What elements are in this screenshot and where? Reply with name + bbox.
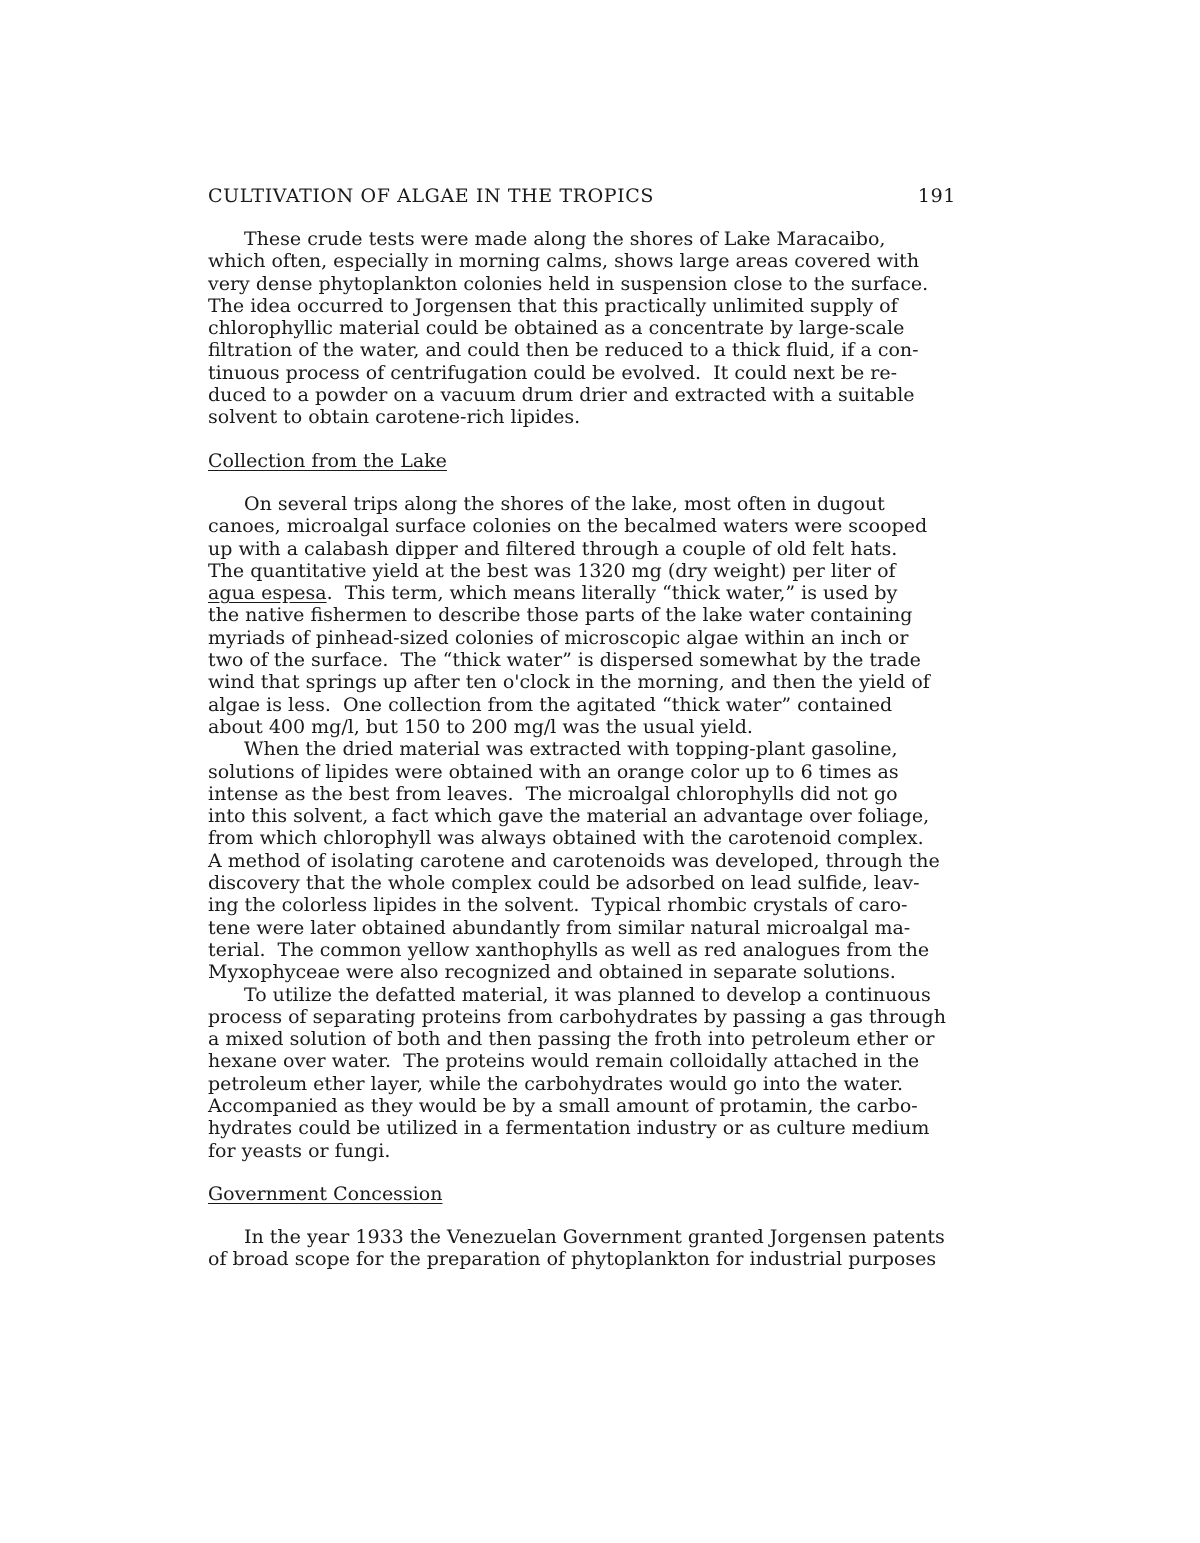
text-line: for yeasts or fungi. — [208, 1139, 391, 1162]
text-line: Myxophyceae were also recognized and obtained in separate solutions. — [208, 961, 896, 984]
underlined-term: agua espesa — [208, 582, 327, 605]
text-line: the native fishermen to describe those parts of the lake water containing — [208, 604, 913, 627]
text-line: When the dried material was extracted with topping-plant gasoline, — [244, 738, 898, 761]
text-line: solvent to obtain carotene-rich lipides. — [208, 406, 581, 429]
text-line: solutions of lipides were obtained with an orange color up to 6 times as — [208, 760, 899, 783]
document-page — [208, 184, 978, 1271]
text-line: In the year 1933 the Venezuelan Government granted Jorgensen patents — [244, 1226, 945, 1249]
text-line: a mixed solution of both and then passing the froth into petroleum ether or — [208, 1028, 935, 1051]
text-line: These crude tests were made along the shores of Lake Maracaibo, — [244, 228, 886, 250]
text-line: which often, especially in morning calms, shows large areas covered with — [208, 250, 920, 273]
text-line: The quantitative yield at the best was 1320 mg (dry weight) per liter of — [208, 559, 896, 582]
text-line: hexane over water. The proteins would remain colloidally attached in the — [208, 1050, 920, 1073]
text-line: duced to a powder on a vacuum drum drier and extracted with a suitable — [208, 384, 915, 407]
text-line: petroleum ether layer, while the carbohydrates would go into the water. — [208, 1072, 904, 1095]
text-line: filtration of the water, and could then be reduced to a thick fluid, if a con- — [208, 339, 919, 362]
text-line: up with a calabash dipper and filtered through a couple of old felt hats. — [208, 537, 898, 560]
text-line: from which chlorophyll was always obtained with the carotenoid complex. — [208, 827, 924, 850]
text-line: two of the surface. The “thick water” is dispersed somewhat by the trade — [208, 649, 921, 672]
text-line: process of separating proteins from carbohydrates by passing a gas through — [208, 1005, 946, 1028]
text-line: A method of isolating carotene and carotenoids was developed, through the — [208, 849, 940, 872]
section-heading-collection: Collection from the Lake — [208, 449, 447, 472]
text-line: tene were later obtained abundantly from similar natural microalgal ma- — [208, 916, 911, 939]
text-line: algae is less. One collection from the agitated “thick water” contained — [208, 693, 893, 716]
text-line — [208, 582, 978, 604]
text-line: terial. The common yellow xanthophylls as well as red analogues from the — [208, 938, 930, 961]
text-line: discovery that the whole complex could be adsorbed on lead sulfide, leav- — [208, 872, 920, 895]
paragraph-collection — [208, 493, 978, 738]
text-line: wind that springs up after ten o'clock in the morning, and then the yield of — [208, 671, 930, 694]
paragraph-intro — [208, 228, 978, 429]
text-line: intense as the best from leaves. The microalgal chlorophylls did not go — [208, 782, 898, 805]
paragraph-concession — [208, 1226, 978, 1271]
text-line: into this solvent, a fact which gave the material an advantage over foliage, — [208, 805, 930, 828]
text-line: tinuous process of centrifugation could be evolved. It could next be re- — [208, 361, 898, 384]
running-title: CULTIVATION OF ALGAE IN THE TROPICS — [208, 185, 654, 207]
text-line: chlorophyllic material could be obtained as a concentrate by large-scale — [208, 317, 905, 340]
text-line: hydrates could be utilized in a fermentation industry or as culture medium — [208, 1117, 930, 1140]
running-head — [208, 184, 978, 208]
paragraph-extraction — [208, 738, 978, 983]
text-line: The idea occurred to Jorgensen that this practically unlimited supply of — [208, 294, 898, 317]
text-line: myriads of pinhead-sized colonies of microscopic algae within an inch or — [208, 626, 909, 649]
text-line: about 400 mg/l, but 150 to 200 mg/l was the usual yield. — [208, 715, 753, 738]
text-line: Accompanied as they would be by a small amount of protamin, the carbo- — [208, 1094, 918, 1117]
text-line: very dense phytoplankton colonies held in suspension close to the surface. — [208, 272, 929, 295]
text-line: ing the colorless lipides in the solvent. Typical rhombic crystals of caro- — [208, 894, 908, 917]
text-line: To utilize the defatted material, it was planned to develop a continuous — [244, 983, 931, 1006]
section-heading-government: Government Concession — [208, 1182, 443, 1205]
text-line: On several trips along the shores of the lake, most often in dugout — [244, 492, 885, 515]
text-line: of broad scope for the preparation of phytoplankton for industrial purposes — [208, 1248, 937, 1271]
paragraph-defatted — [208, 984, 978, 1162]
text-line: canoes, microalgal surface colonies on the becalmed waters were scooped — [208, 515, 928, 538]
text-fragment: . This term, which means literally “thick water,” is used by — [326, 582, 898, 605]
page-number: 191 — [917, 185, 956, 207]
